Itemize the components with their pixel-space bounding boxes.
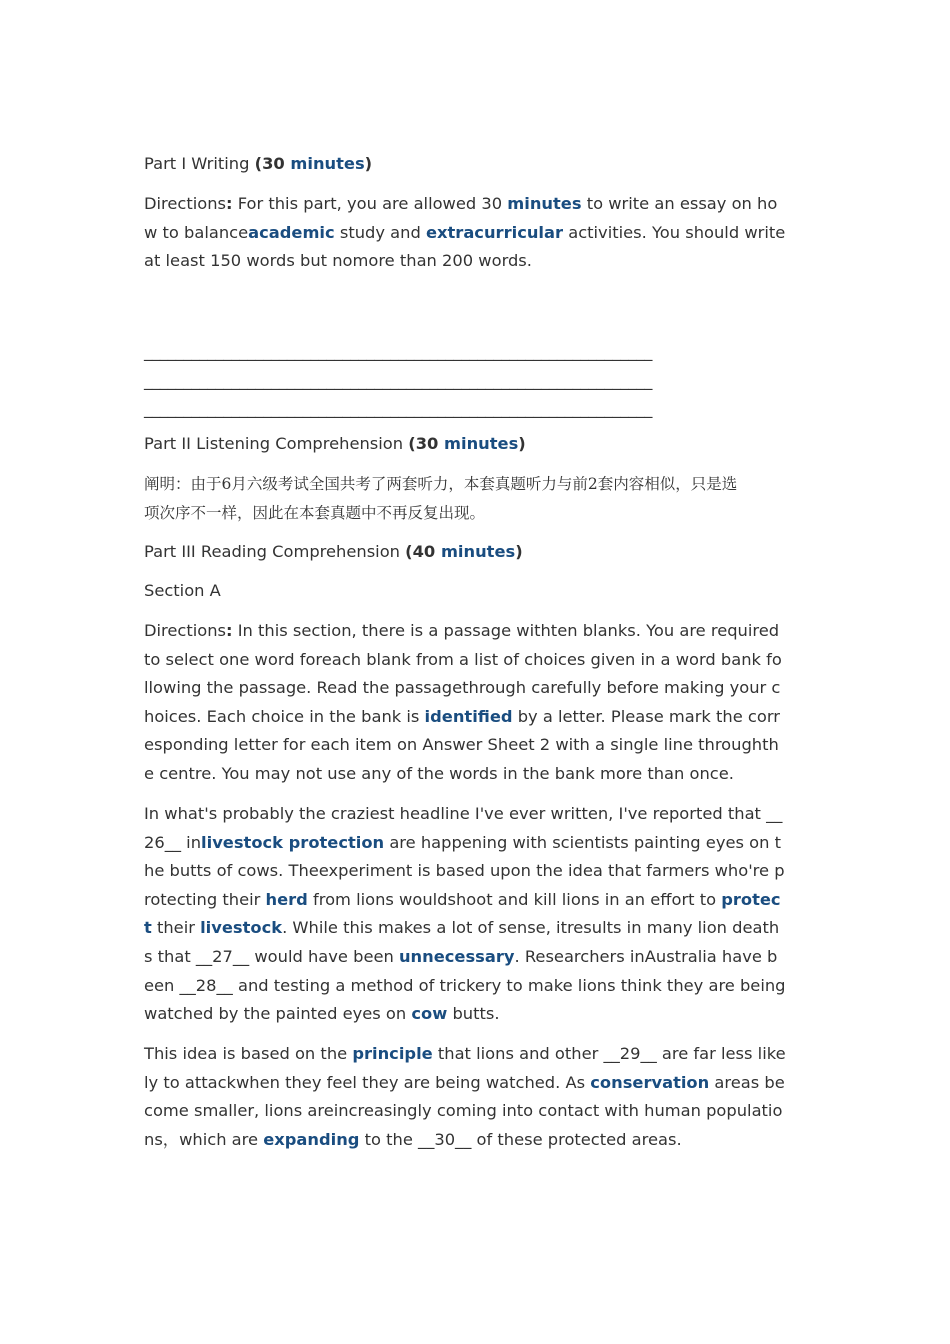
keyword-link[interactable]: minutes <box>444 434 519 453</box>
keyword-link[interactable]: herd <box>265 889 308 909</box>
part1-heading: Part I Writing (30 minutes) <box>144 154 373 173</box>
keyword-link[interactable]: conservation <box>590 1072 710 1092</box>
keyword-link[interactable]: expanding <box>263 1129 360 1149</box>
answer-line: ________________________________________________________________ <box>144 399 653 419</box>
part2-note: 阐明：由于6月六级考试全国共考了两套听力，本套真题听力与前2套内容相似，只是选 项次序不一样，因此在本套真题中不再反复出现。 <box>144 475 738 522</box>
answer-line: ________________________________________________________________ <box>144 342 653 361</box>
keyword-link[interactable]: academic <box>248 222 335 242</box>
keyword-link[interactable]: identified <box>424 706 513 726</box>
keyword-link[interactable]: protec <box>721 889 781 909</box>
keyword-link[interactable]: cow <box>411 1004 448 1024</box>
part1-directions: Directions: For this part, you are allowed 30 minutes to write an essay on ho w to balanceacademic study and extracurricular activities. You should write at least 150 words but nomore than 200 words. <box>144 194 786 271</box>
keyword-link[interactable]: minutes <box>440 542 516 561</box>
keyword-link[interactable]: unnecessary <box>398 946 515 966</box>
section-title: Section A <box>144 581 221 600</box>
part3-directions: Directions: In this section, there is a passage withten blanks. You are required to select one word foreach blank from a list of choices given in a word bank fo llowing the passage. Read the passagethrough carefully before making your c hoices. Each choice in the bank is identified by a letter. Please mark the corr esponding letter for each item on Answer Sheet 2 with a single line throughth e centre. You may not use any of the words in the bank more than once. <box>144 621 782 783</box>
keyword-link[interactable]: t <box>144 918 152 938</box>
passage-paragraph-1: In what's probably the craziest headline I've ever written, I've reported that __ 26__ inlivestock protection are happening with scientists painting eyes on t he butts of cows. Theexperiment is based upon the idea that farmers who're p rotecting their herd from lions wouldshoot and kill lions in an effort to protec t their livestock. While this makes a lot of sense, itresults in many lion death s that __27__ would have been unnecessary. Researchers inAustralia have b een __28__ and testing a method of trickery to make lions think they are being watched by the painted eyes on cow butts. <box>144 804 786 1024</box>
passage-paragraph-2: This idea is based on the principle that lions and other __29__ are far less like ly to attackwhen they feel they are being watched. As conservation areas be come smaller, lions areincreasingly coming into contact with human populatio ns，which are expanding to the __30__ of these protected areas. <box>144 1044 786 1149</box>
part3-heading: Part III Reading Comprehension (40 minutes) <box>144 542 523 561</box>
keyword-link[interactable]: minutes <box>290 154 365 173</box>
answer-line: ________________________________________________________________ <box>144 370 653 390</box>
keyword-link[interactable]: livestock <box>200 918 283 938</box>
keyword-link[interactable]: principle <box>352 1044 433 1063</box>
answer-lines <box>144 338 652 424</box>
keyword-link[interactable]: extracurricular <box>425 222 564 242</box>
part2-heading: Part II Listening Comprehension (30 minutes) <box>144 434 526 453</box>
keyword-link[interactable]: minutes <box>507 194 582 213</box>
keyword-link[interactable]: livestock protection <box>201 832 385 852</box>
